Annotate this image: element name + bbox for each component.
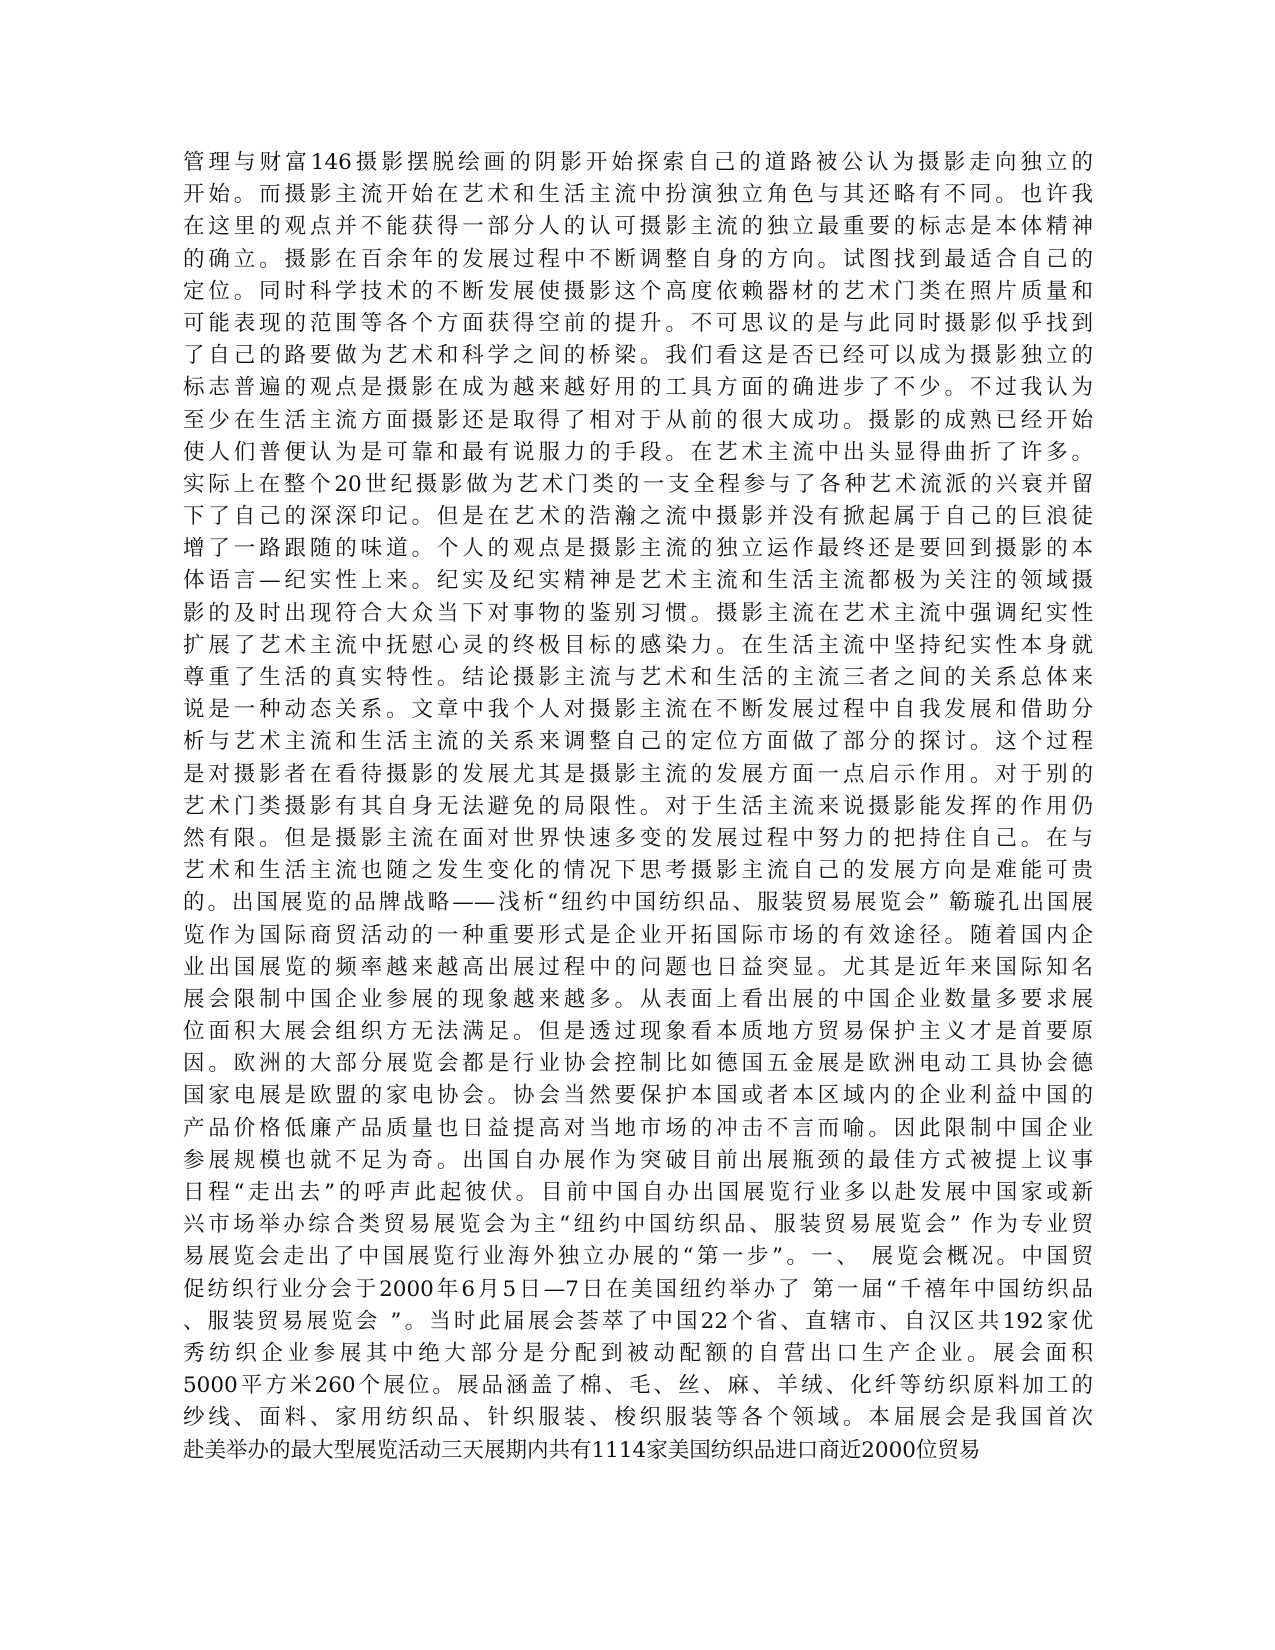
body-text bbox=[183, 147, 1093, 1467]
text-line: 了自己的路要做为艺术和科学之间的桥梁。我们看这是否已经可以成为摄影独立的 bbox=[183, 343, 1093, 369]
text-line: 标志普遍的观点是摄影在成为越来越好用的工具方面的确进步了不少。不过我认为 bbox=[183, 375, 1093, 401]
text-line: 日程“走出去”的呼声此起彼伏。目前中国自办出国展览行业多以赴发展中国家或新 bbox=[183, 1180, 1093, 1205]
text-line: 尊重了生活的真实特性。结论摄影主流与艺术和生活的主流三者之间的关系总体来 bbox=[183, 665, 1093, 690]
text-line: 秀纺织企业参展其中绝大部分是分配到被动配额的自营出口生产企业。展会面积 bbox=[183, 1340, 1093, 1366]
text-line: 影的及时出现符合大众当下对事物的鉴别习惯。摄影主流在艺术主流中强调纪实性 bbox=[183, 600, 1093, 626]
text-line: 然有限。但是摄影主流在面对世界快速多变的发展过程中努力的把持住自己。在与 bbox=[183, 825, 1093, 851]
text-line: 是对摄影者在看待摄影的发展尤其是摄影主流的发展方面一点启示作用。对于别的 bbox=[183, 761, 1093, 787]
text-line: 管理与财富146摄影摆脱绘画的阴影开始探索自己的道路被公认为摄影走向独立的 bbox=[183, 150, 1093, 175]
text-line: 在这里的观点并不能获得一部分人的认可摄影主流的独立最重要的标志是本体精神 bbox=[183, 214, 1093, 240]
text-line: 的。出国展览的品牌战略——浅析“纽约中国纺织品、服装贸易展览会” 簕璇孔出国展 bbox=[183, 890, 1093, 916]
text-line: 开始。而摄影主流开始在艺术和生活主流中扮演独立角色与其还略有不同。也许我 bbox=[183, 182, 1093, 208]
text-line: 位面积大展会组织方无法满足。但是透过现象看本质地方贸易保护主义才是首要原 bbox=[183, 1019, 1093, 1045]
text-line: 赴美举办的最大型展览活动三天展期内共有1114家美国纺织品进口商近2000位贸易 bbox=[183, 1437, 981, 1463]
text-line: 可能表现的范围等各个方面获得空前的提升。不可思议的是与此同时摄影似乎找到 bbox=[183, 310, 1093, 336]
text-line: 实际上在整个20世纪摄影做为艺术门类的一支全程参与了各种艺术流派的兴衰并留 bbox=[183, 471, 1093, 497]
text-line: 展会限制中国企业参展的现象越来越多。从表面上看出展的中国企业数量多要求展 bbox=[183, 986, 1093, 1012]
text-line: 业出国展览的频率越来越高出展过程中的问题也日益突显。尤其是近年来国际知名 bbox=[183, 954, 1093, 980]
text-line: 定位。同时科学技术的不断发展使摄影这个高度依赖器材的艺术门类在照片质量和 bbox=[183, 278, 1093, 304]
text-line: 艺术和生活主流也随之发生变化的情况下思考摄影主流自己的发展方向是难能可贵 bbox=[183, 858, 1093, 884]
text-line: 纱线、面料、家用纺织品、针织服装、梭织服装等各个领域。本届展会是我国首次 bbox=[183, 1405, 1093, 1431]
text-line: 体语言—纪实性上来。纪实及纪实精神是艺术主流和生活主流都极为关注的领域摄 bbox=[183, 568, 1093, 594]
text-line: 参展规模也就不足为奇。出国自办展作为突破目前出展瓶颈的最佳方式被提上议事 bbox=[183, 1147, 1093, 1173]
text-line: 产品价格低廉产品质量也日益提高对当地市场的冲击不言而喻。因此限制中国企业 bbox=[183, 1115, 1093, 1141]
text-line: 国家电展是欧盟的家电协会。协会当然要保护本国或者本区域内的企业利益中国的 bbox=[183, 1083, 1093, 1109]
text-line: 说是一种动态关系。文章中我个人对摄影主流在不断发展过程中自我发展和借助分 bbox=[183, 697, 1093, 723]
text-line: 至少在生活主流方面摄影还是取得了相对于从前的很大成功。摄影的成熟已经开始 bbox=[183, 407, 1093, 433]
text-line: 增了一路跟随的味道。个人的观点是摄影主流的独立运作最终还是要回到摄影的本 bbox=[183, 536, 1093, 562]
text-line: 下了自己的深深印记。但是在艺术的浩瀚之流中摄影并没有掀起属于自己的巨浪徒 bbox=[183, 504, 1093, 530]
text-line: 的确立。摄影在百余年的发展过程中不断调整自身的方向。试图找到最适合自己的 bbox=[183, 246, 1093, 272]
text-line: 兴市场举办综合类贸易展览会为主“纽约中国纺织品、服装贸易展览会” 作为专业贸 bbox=[183, 1212, 1093, 1238]
text-line: 艺术门类摄影有其自身无法避免的局限性。对于生活主流来说摄影能发挥的作用仍 bbox=[183, 793, 1093, 819]
text-line: 促纺织行业分会于2000年6月5日—7日在美国纽约举办了 第一届“千禧年中国纺织品 bbox=[183, 1276, 1093, 1302]
text-line: 使人们普便认为是可靠和最有说服力的手段。在艺术主流中出头显得曲折了许多。 bbox=[183, 439, 1093, 465]
text-line: 5000平方米260个展位。展品涵盖了棉、毛、丝、麻、羊绒、化纤等纺织原料加工的 bbox=[183, 1373, 1093, 1399]
text-line: 扩展了艺术主流中抚慰心灵的终极目标的感染力。在生活主流中坚持纪实性本身就 bbox=[183, 632, 1093, 658]
text-line: 易展览会走出了中国展览行业海外独立办展的“第一步”。一、 展览会概况。中国贸 bbox=[183, 1244, 1093, 1270]
text-line: 析与艺术主流和生活主流的关系来调整自己的定位方面做了部分的探讨。这个过程 bbox=[183, 729, 1093, 755]
text-line: 览作为国际商贸活动的一种重要形式是企业开拓国际市场的有效途径。随着国内企 bbox=[183, 922, 1093, 948]
text-line: 因。欧洲的大部分展览会都是行业协会控制比如德国五金展是欧洲电动工具协会德 bbox=[183, 1051, 1093, 1077]
text-line: 、服装贸易展览会 ”。当时此届展会荟萃了中国22个省、直辖市、自汉区共192家优 bbox=[183, 1308, 1093, 1334]
